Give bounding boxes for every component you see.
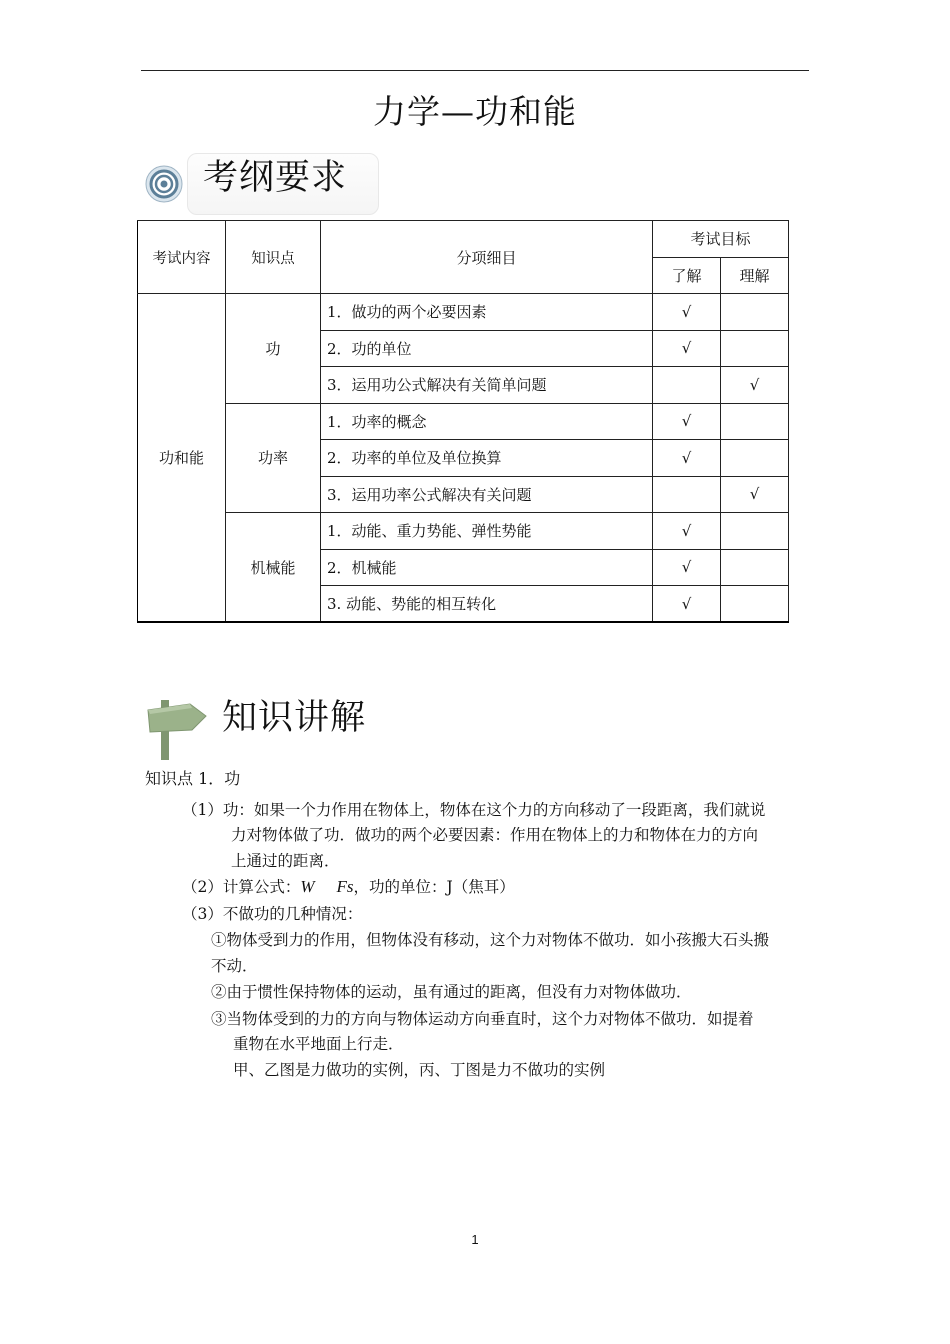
paragraph-line: （3）不做功的几种情况：: [182, 905, 363, 923]
know-mark: √: [653, 513, 721, 550]
point-cell: 功: [226, 294, 321, 404]
section-title-knowledge: 知识讲解: [222, 698, 367, 738]
paragraph-line: 甲、乙图是力做功的实例，丙、丁图是力不做功的实例: [233, 1061, 606, 1079]
detail-cell: 1．动能、重力势能、弹性势能: [321, 513, 653, 550]
paragraph-line: 重物在水平地面上行走．: [233, 1035, 404, 1053]
header-understand: 理解: [721, 257, 789, 294]
header-detail: 分项细目: [321, 221, 653, 294]
document-title: 力学—功和能: [373, 92, 577, 131]
signpost-icon: [146, 696, 208, 760]
detail-cell: 1．做功的两个必要因素: [321, 294, 653, 331]
formula-w: W: [300, 877, 315, 896]
point-cell: 机械能: [226, 513, 321, 623]
understand-mark: [721, 586, 789, 623]
requirements-table: [137, 220, 789, 623]
understand-mark: [721, 330, 789, 367]
formula-fs: Fs: [336, 877, 354, 896]
header-goal: 考试目标: [653, 221, 789, 258]
paragraph-line: 上通过的距离．: [231, 852, 340, 870]
section-title-requirements: 考纲要求: [203, 158, 348, 198]
point-cell: 功率: [226, 403, 321, 513]
paragraph-line: ①物体受到力的作用，但物体没有移动，这个力对物体不做功．如小孩搬大石头搬: [211, 931, 770, 949]
know-mark: √: [653, 294, 721, 331]
understand-mark: √: [721, 367, 789, 404]
paragraph-line: （1）功：如果一个力作用在物体上，物体在这个力的方向移动了一段距离，我们就说: [182, 801, 766, 819]
formula-line: [182, 877, 515, 897]
know-mark: √: [653, 586, 721, 623]
understand-mark: [721, 403, 789, 440]
detail-cell: 2．机械能: [321, 549, 653, 586]
detail-cell: 1．功率的概念: [321, 403, 653, 440]
detail-cell: 2．功的单位: [321, 330, 653, 367]
header-content: 考试内容: [138, 221, 226, 294]
know-mark: [653, 367, 721, 404]
understand-mark: [721, 294, 789, 331]
detail-cell: 3．运用功率公式解决有关问题: [321, 476, 653, 513]
paragraph-line: 不动．: [211, 957, 258, 975]
header-point: 知识点: [226, 221, 321, 294]
know-mark: √: [653, 403, 721, 440]
detail-cell: 3．运用功公式解决有关简单问题: [321, 367, 653, 404]
paragraph-line: 力对物体做了功．做功的两个必要因素：作用在物体上的力和物体在力的方向: [231, 826, 759, 844]
formula-prefix: （2）计算公式：: [182, 878, 301, 896]
paragraph-line: ②由于惯性保持物体的运动，虽有通过的距离，但没有力对物体做功．: [211, 983, 692, 1001]
know-mark: √: [653, 549, 721, 586]
knowledge-heading: 知识点 1．功: [145, 769, 241, 788]
know-mark: [653, 476, 721, 513]
content-cell: 功和能: [138, 294, 226, 623]
understand-mark: [721, 549, 789, 586]
detail-cell: 2．功率的单位及单位换算: [321, 440, 653, 477]
understand-mark: √: [721, 476, 789, 513]
header-know: 了解: [653, 257, 721, 294]
understand-mark: [721, 513, 789, 550]
page-number: 1: [471, 1232, 479, 1247]
know-mark: √: [653, 440, 721, 477]
top-rule: [141, 70, 809, 71]
understand-mark: [721, 440, 789, 477]
detail-cell: 3. 动能、势能的相互转化: [321, 586, 653, 623]
know-mark: √: [653, 330, 721, 367]
concentric-target-icon: [145, 165, 183, 203]
paragraph-line: ③当物体受到的力的方向与物体运动方向垂直时，这个力对物体不做功．如提着: [211, 1010, 754, 1028]
formula-suffix: ，功的单位：J（焦耳）: [353, 878, 515, 896]
